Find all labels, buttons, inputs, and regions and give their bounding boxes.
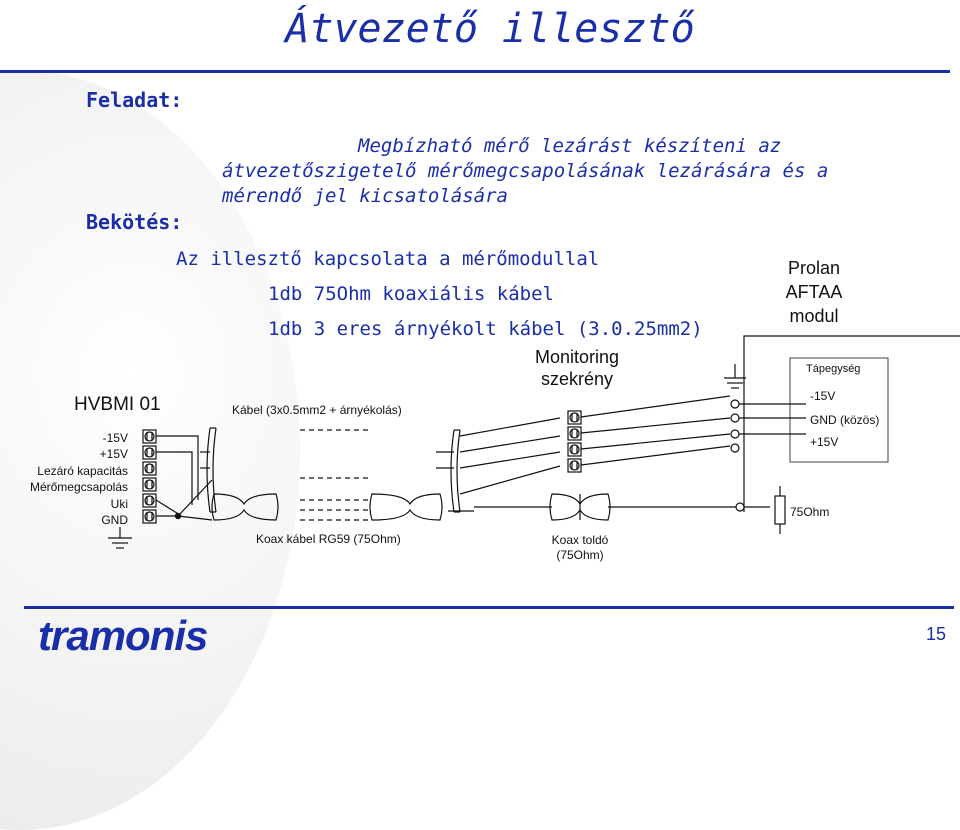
coax-right-sleeve: [212, 494, 278, 520]
hvbmi-terminal-block: [143, 430, 156, 523]
hvbmi-terminal-label: GND: [101, 513, 128, 528]
prolan-line-2: AFTAA: [785, 282, 843, 302]
screw-terminal-icon: [568, 411, 581, 424]
slide-title: Átvezető illesztő: [285, 6, 695, 52]
screw-terminal-icon: [568, 459, 581, 472]
prolan-line-3: modul: [789, 306, 839, 326]
supply-terminal-plus15: +15V: [810, 435, 839, 449]
hvbmi-terminal-label: Lezáró kapacitás: [37, 463, 128, 478]
screw-terminal-icon: [143, 446, 156, 459]
cable-run: [300, 430, 372, 520]
hvbmi-terminal-label: +15V: [99, 447, 128, 462]
monitoring-line-1: Monitoring: [534, 347, 620, 367]
monitoring-terminal-block: [568, 411, 581, 472]
screw-terminal-icon: [143, 494, 156, 507]
page-number: 15: [925, 624, 946, 644]
wire-to-prolan-4: [581, 446, 730, 465]
screw-terminal-icon: [143, 510, 156, 523]
wiring-item-cable: 1db 3 eres árnyékolt kábel (3.0.25mm2): [268, 318, 703, 340]
prolan-module-label: [760, 256, 868, 328]
shielded-cable-middle: [436, 418, 560, 512]
coax-joint-label: [540, 533, 620, 563]
title-rule: [0, 70, 950, 73]
shielded-cable-left: [200, 428, 216, 512]
coax-joint-line-1: Koax toldó: [551, 533, 609, 547]
supply-terminal-gnd: GND (közös): [810, 413, 880, 427]
coax-left-sleeve: [370, 494, 442, 520]
cable-label: Kábel (3x0.5mm2 + árnyékolás): [232, 403, 402, 417]
screw-terminal-icon: [143, 478, 156, 491]
hvbmi-terminal-label: -15V: [102, 431, 128, 445]
task-line-3: mérendő jel kicsatolására: [222, 185, 508, 207]
prolan-line-1: Prolan: [787, 258, 841, 278]
terminal-icon: [731, 444, 739, 452]
wire-coax-core: [178, 516, 212, 520]
task-label: Feladat:: [86, 88, 183, 112]
screw-terminal-icon: [568, 443, 581, 456]
supply-title: Tápegység: [806, 363, 861, 375]
terminal-icon: [736, 503, 744, 511]
company-logo: tramonis: [38, 612, 208, 659]
coax-label: Koax kábel RG59 (75Ohm): [256, 532, 401, 546]
ground-icon: [724, 364, 746, 388]
footer-rule: [24, 606, 954, 609]
task-line-1: Megbízható mérő lezárást készíteni az: [358, 135, 782, 157]
hvbmi-terminal-list: [0, 430, 128, 528]
coax-joint: [550, 494, 610, 520]
wire-to-prolan-2: [581, 418, 730, 433]
hvbmi-title: HVBMI 01: [74, 394, 161, 415]
monitoring-cabinet-label: [520, 346, 634, 390]
terminal-icon: [731, 400, 739, 408]
ground-icon: [108, 527, 132, 548]
wire-to-prolan-3: [581, 434, 730, 449]
terminal-icon: [731, 414, 739, 422]
wiring-intro: Az illesztő kapcsolata a mérőmodullal: [176, 248, 600, 270]
screw-terminal-icon: [143, 462, 156, 475]
resistor-label: 75Ohm: [790, 505, 830, 519]
monitoring-line-2: szekrény: [540, 369, 614, 389]
terminal-icon: [731, 430, 739, 438]
wiring-item-coax: 1db 75Ohm koaxiális kábel: [268, 283, 554, 305]
hvbmi-terminal-label: Mérőmegcsapolás: [29, 480, 128, 495]
prolan-terminals: [731, 400, 744, 511]
hvbmi-terminal-label: Uki: [110, 496, 128, 511]
screw-terminal-icon: [143, 430, 156, 443]
supply-terminal-minus15: -15V: [810, 389, 836, 403]
resistor-icon: [744, 486, 785, 534]
coax-joint-line-2: (75Ohm): [556, 548, 604, 562]
task-line-2: átvezetőszigetelő mérőmegcsapolásának lezárására és a: [222, 160, 829, 182]
screw-terminal-icon: [568, 427, 581, 440]
wire-uki: [156, 500, 180, 515]
wiring-label: Bekötés:: [86, 210, 183, 234]
wire-plus15: [156, 452, 192, 505]
wire-to-prolan-1: [581, 396, 730, 417]
